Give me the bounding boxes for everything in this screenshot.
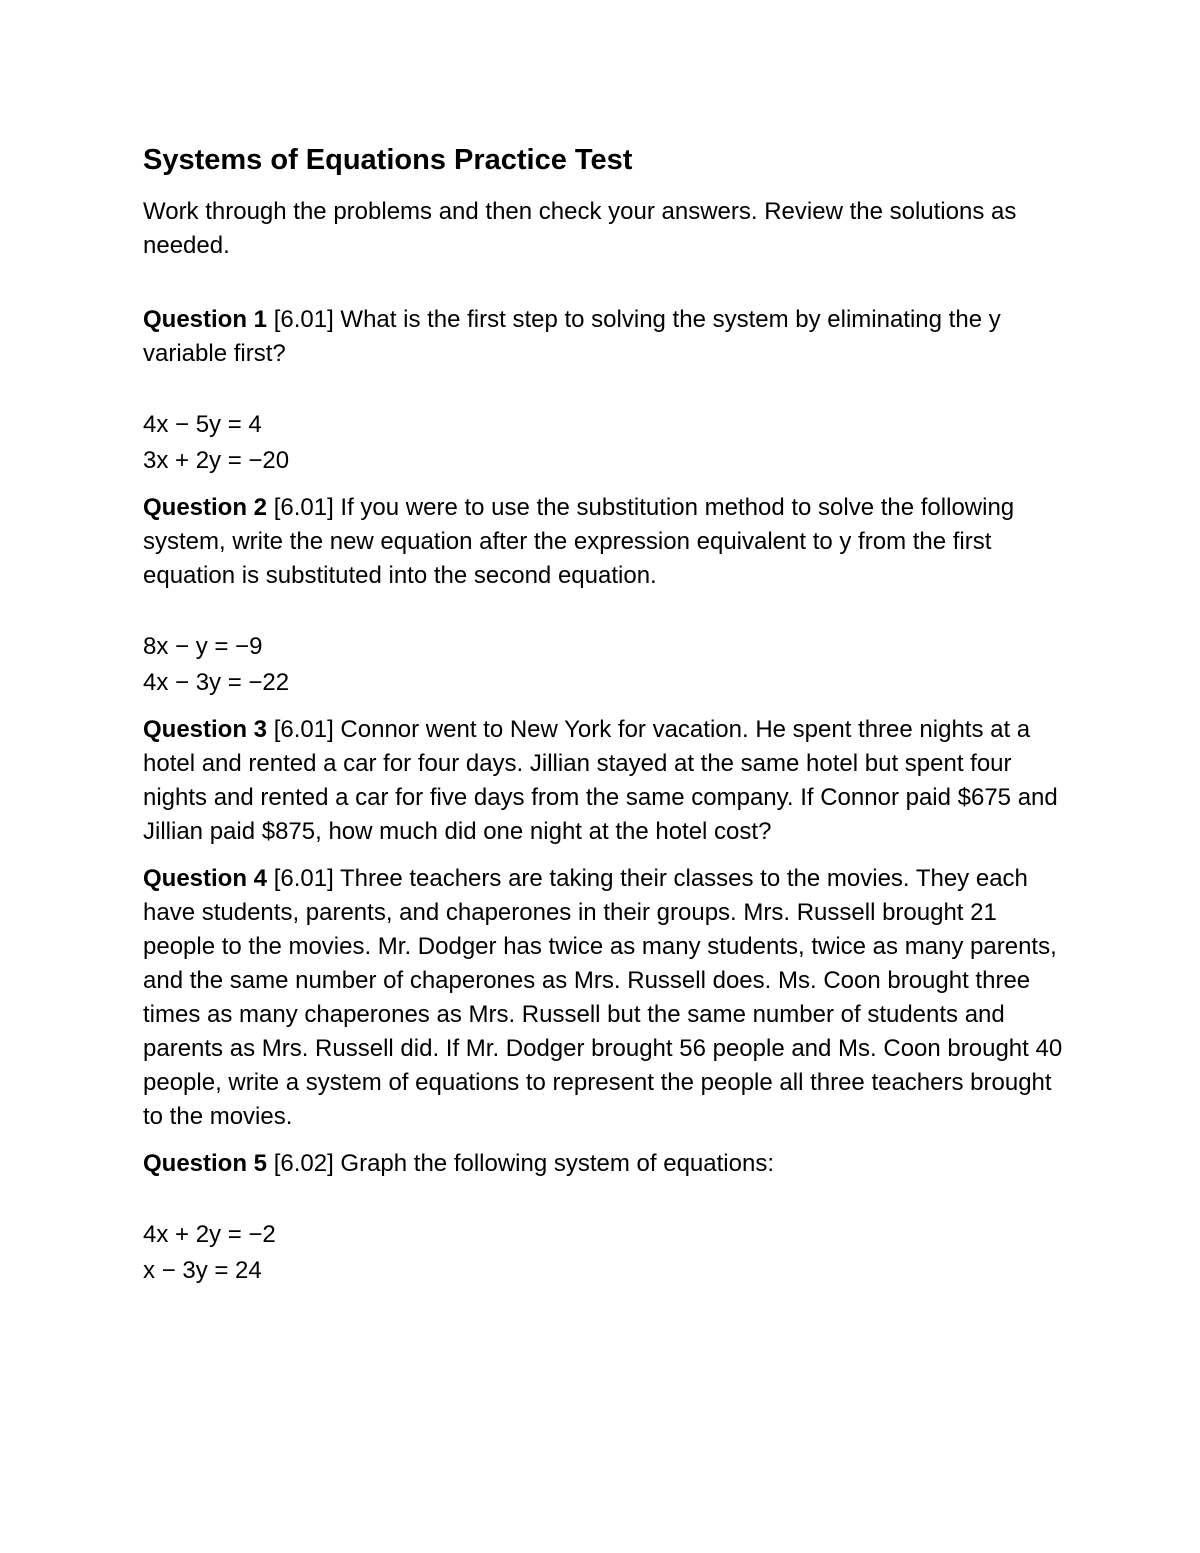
question-2-equations — [143, 629, 1073, 701]
question-4-code: [6.01] — [267, 865, 340, 892]
question-5 — [143, 1147, 1073, 1289]
equation: 3x + 2y = −20 — [143, 447, 290, 474]
question-5-equations — [143, 1217, 1073, 1289]
question-2-code: [6.01] — [267, 494, 341, 521]
question-3 — [143, 713, 1073, 849]
equation: 4x − 3y = −22 — [143, 669, 290, 696]
question-5-text: Graph the following system of equations: — [340, 1150, 774, 1177]
question-1-code: [6.01] — [267, 306, 341, 333]
question-4-prompt — [143, 862, 1073, 1134]
question-1-label: Question 1 — [143, 306, 268, 333]
equation: 4x + 2y = −2 — [143, 1221, 276, 1248]
equation: 8x − y = −9 — [143, 633, 263, 660]
intro-text: Work through the problems and then check your answers. Review the solutions as needed. — [143, 198, 1017, 259]
question-1-equations — [143, 407, 1073, 479]
question-2-label: Question 2 — [143, 494, 268, 521]
equation: x − 3y = 24 — [143, 1257, 262, 1284]
question-4 — [143, 862, 1073, 1134]
question-3-prompt — [143, 713, 1073, 849]
question-1-text: What is the first step to solving the system by eliminating the y variable first? — [143, 306, 1001, 367]
question-4-label: Question 4 — [143, 865, 268, 892]
question-3-code: [6.01] — [267, 716, 341, 743]
question-2-prompt — [143, 491, 1073, 593]
question-1 — [143, 303, 1073, 479]
document-title: Systems of Equations Practice Test — [143, 144, 633, 176]
question-4-text: Three teachers are taking their classes to the movies. They each have students, parents, and chaperones in their groups. Mrs. Russell brought 21 people to the movies. Mr. Dodger has twice as many students, twice as many parents, and the same number of chaperones as Mrs. Russell does. Ms. Coon brought three times as many chaperones as Mrs. Russell but the same number of students and parents as Mrs. Russell did. If Mr. Dodger brought 56 people and Ms. Coon brought 40 people, write a system of equations to represent the people all three teachers brought to the movies. — [143, 865, 1063, 1130]
question-3-text: Connor went to New York for vacation. He spent three nights at a hotel and rented a car for four days. Jillian stayed at the same hotel but spent four nights and rented a car for five days from the same company. If Connor paid $675 and Jillian paid $875, how much did one night at the hotel cost? — [143, 716, 1058, 845]
question-1-prompt — [143, 303, 1073, 371]
question-3-label: Question 3 — [143, 716, 268, 743]
question-5-label: Question 5 — [143, 1150, 268, 1177]
equation: 4x − 5y = 4 — [143, 411, 262, 438]
document-page — [143, 140, 1073, 1289]
question-5-code: [6.02] — [267, 1150, 341, 1177]
question-5-prompt — [143, 1147, 1073, 1181]
question-2-text: If you were to use the substitution method to solve the following system, write the new equation after the expression equivalent to y from the first equation is substituted into the second equation. — [143, 494, 1015, 589]
question-2 — [143, 491, 1073, 701]
